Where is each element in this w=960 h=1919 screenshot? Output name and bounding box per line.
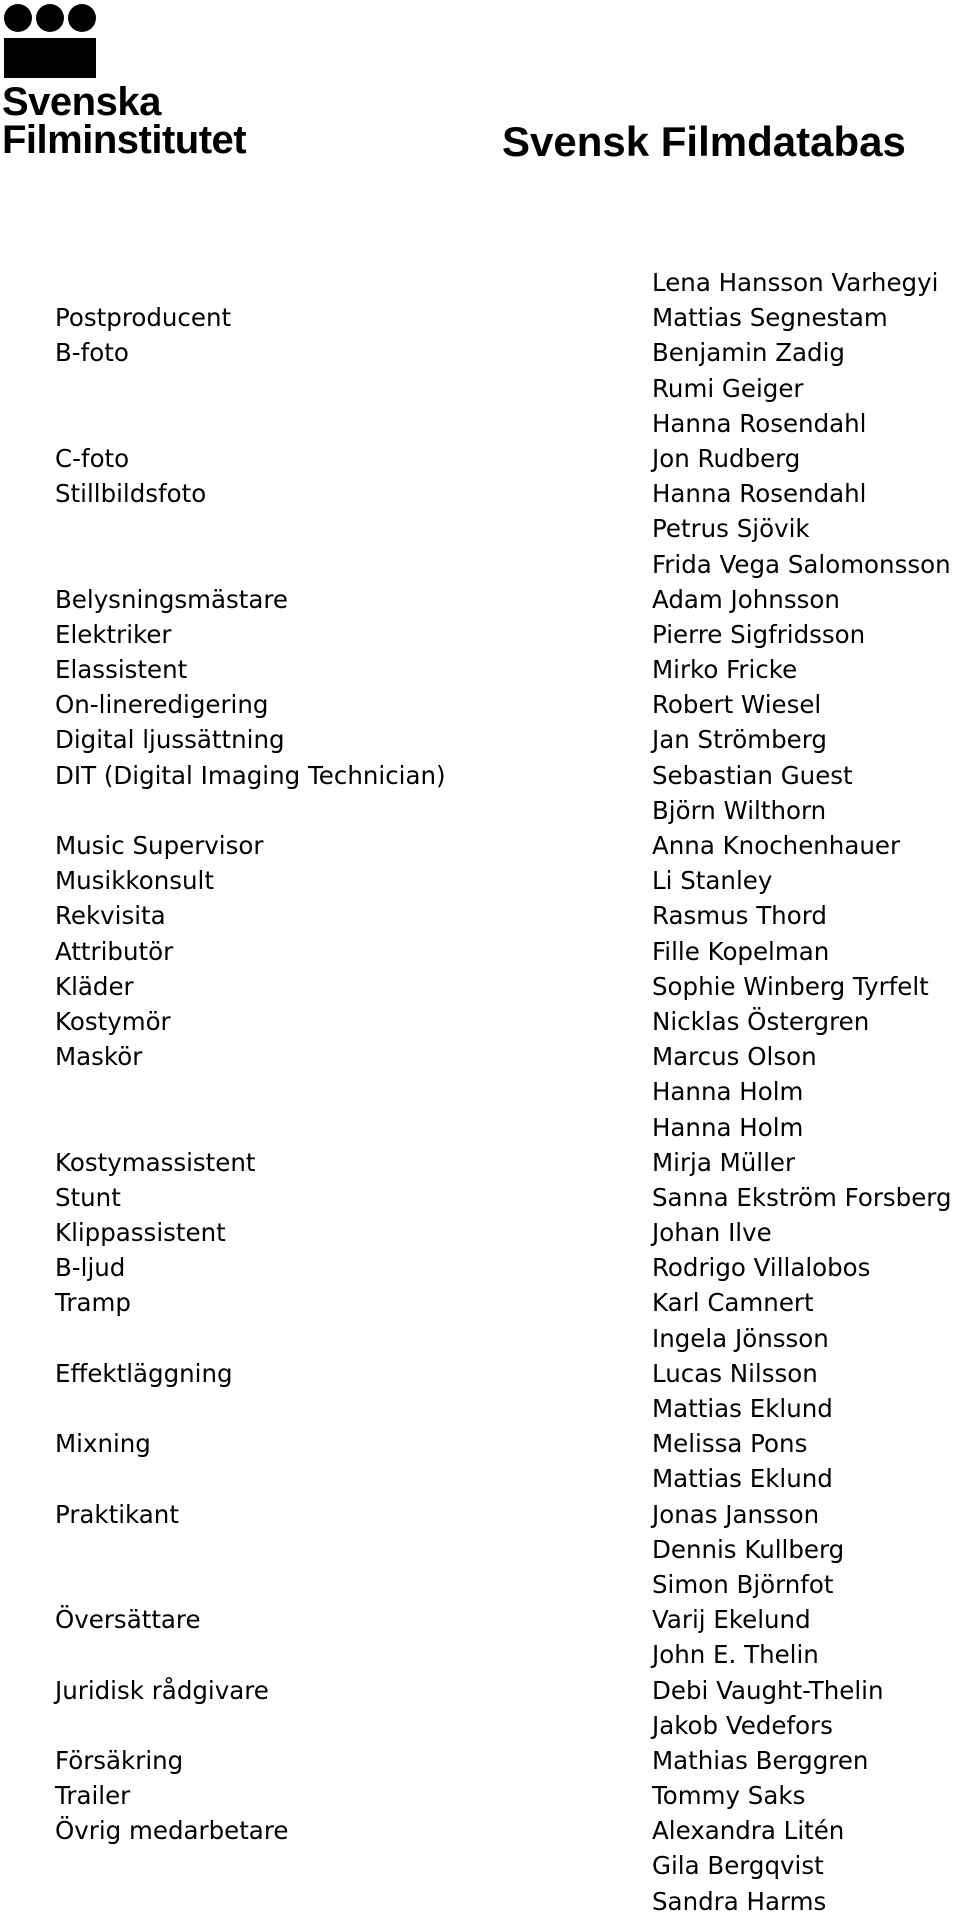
credit-role: Försäkring (55, 1745, 184, 1775)
credit-role (55, 1708, 446, 1743)
logo-dot-3 (68, 4, 96, 32)
credit-name: Rumi Geiger (652, 373, 804, 403)
credit-name: Debi Vaught-Thelin (652, 1675, 884, 1705)
credit-role (55, 1391, 446, 1426)
credit-role: Kläder (55, 971, 134, 1001)
credit-name: Pierre Sigfridsson (652, 619, 866, 649)
credit-name: Johan Ilve (652, 1218, 772, 1248)
credit-name: Adam Johnsson (652, 584, 840, 614)
credit-name: Mattias Segnestam (652, 303, 888, 333)
credit-role (55, 265, 446, 300)
credit-role: Praktikant (55, 1499, 179, 1529)
credit-name: Björn Wilthorn (652, 795, 827, 825)
credit-role (55, 1074, 446, 1109)
credit-role: On-lineredigering (55, 690, 269, 720)
credit-name: John E. Thelin (652, 1640, 819, 1670)
logo-text-line-1: Svenska (2, 80, 161, 124)
credit-name: Frida Vega Salomonsson (652, 549, 951, 579)
credit-name: Jan Strömberg (652, 725, 827, 755)
credit-name: Karl Camnert (652, 1288, 814, 1318)
credit-role: Tramp (55, 1288, 131, 1318)
credit-role (55, 511, 446, 546)
roles-column (55, 265, 446, 1884)
credit-role (55, 1637, 446, 1672)
credit-name: Robert Wiesel (652, 690, 822, 720)
credit-name: Melissa Pons (652, 1429, 808, 1459)
credit-role: Övrig medarbetare (55, 1816, 289, 1846)
svenska-filminstitutet-logo (0, 0, 260, 165)
credit-role: Klippassistent (55, 1218, 226, 1248)
credit-name: Jon Rudberg (652, 443, 801, 473)
credit-name: Hanna Rosendahl (652, 408, 867, 438)
credit-name: Jonas Jansson (652, 1499, 820, 1529)
credit-name: Sebastian Guest (652, 760, 853, 790)
credit-role: Kostymör (55, 1006, 171, 1036)
credit-name: Mathias Berggren (652, 1745, 869, 1775)
credit-name: Hanna Holm (652, 1077, 804, 1107)
credit-role: Trailer (55, 1781, 131, 1811)
credit-role: Elektriker (55, 619, 172, 649)
credit-name: Varij Ekelund (652, 1605, 811, 1635)
credit-role: Översättare (55, 1605, 201, 1635)
credit-name: Alexandra Litén (652, 1816, 845, 1846)
credit-name: Hanna Rosendahl (652, 479, 867, 509)
credit-role: Postproducent (55, 303, 232, 333)
logo-square (4, 38, 96, 78)
credit-name: Mattias Eklund (652, 1394, 833, 1423)
credit-name: Sanna Ekström Forsberg (652, 1182, 952, 1212)
credit-name: Sophie Winberg Tyrfelt (652, 971, 929, 1001)
logo-text-line-2: Filminstitutet (2, 118, 247, 162)
credit-name: Hanna Holm (652, 1112, 804, 1142)
credit-role: DIT (Digital Imaging Technician) (55, 760, 446, 790)
credit-name: Simon Björnfot (652, 1569, 834, 1599)
credit-name: Sandra Harms (652, 1886, 827, 1916)
credit-role: Stillbildsfoto (55, 479, 207, 509)
credit-role (55, 1110, 446, 1145)
credit-name: Mirja Müller (652, 1147, 796, 1177)
credit-name: Fille Kopelman (652, 936, 830, 966)
credit-role: Mixning (55, 1429, 151, 1459)
credit-role: Musikkonsult (55, 866, 214, 896)
names-column (652, 265, 952, 1919)
logo-dot-2 (36, 4, 64, 32)
credit-name: Benjamin Zadig (652, 338, 845, 368)
credit-role: C-foto (55, 443, 130, 473)
credit-name: Lena Hansson Varhegyi (652, 268, 939, 297)
credit-role: Effektläggning (55, 1358, 233, 1388)
credit-role: Rekvisita (55, 901, 166, 931)
credit-role: Kostymassistent (55, 1147, 256, 1177)
credit-role (55, 1567, 446, 1602)
credit-name: Nicklas Östergren (652, 1006, 870, 1036)
credit-role (55, 371, 446, 406)
credit-name: Rasmus Thord (652, 901, 827, 931)
credit-name: Li Stanley (652, 866, 773, 896)
credit-role: B-foto (55, 338, 129, 368)
credit-role (55, 1321, 446, 1356)
credit-name: Ingela Jönsson (652, 1323, 829, 1353)
credit-name: Petrus Sjövik (652, 514, 810, 544)
page-title: Svensk Filmdatabas (502, 118, 906, 165)
credit-role (55, 1848, 446, 1883)
credit-name: Jakob Vedefors (652, 1710, 833, 1740)
credit-name: Dennis Kullberg (652, 1534, 845, 1564)
credit-role: Music Supervisor (55, 831, 264, 860)
credit-role (55, 547, 446, 582)
credit-role (55, 406, 446, 441)
credit-name: Gila Bergqvist (652, 1851, 824, 1881)
credit-role (55, 1532, 446, 1567)
credit-role: Maskör (55, 1042, 143, 1072)
credit-role: Juridisk rådgivare (55, 1675, 269, 1705)
credit-role: Stunt (55, 1182, 121, 1212)
credit-name: Lucas Nilsson (652, 1358, 818, 1388)
credit-name: Mirko Fricke (652, 655, 798, 685)
credit-name: Tommy Saks (652, 1781, 806, 1811)
credit-role: Elassistent (55, 655, 188, 685)
credit-name: Marcus Olson (652, 1042, 817, 1072)
credit-role: Digital ljussättning (55, 725, 285, 755)
credit-name: Anna Knochenhauer (652, 831, 901, 860)
credit-role (55, 1461, 446, 1496)
credit-role: B-ljud (55, 1253, 126, 1283)
credit-name: Rodrigo Villalobos (652, 1253, 871, 1283)
credit-role: Attributör (55, 936, 174, 966)
logo-dot-1 (4, 4, 32, 32)
credit-role (55, 793, 446, 828)
credit-name: Mattias Eklund (652, 1464, 833, 1494)
credit-role: Belysningsmästare (55, 584, 289, 614)
